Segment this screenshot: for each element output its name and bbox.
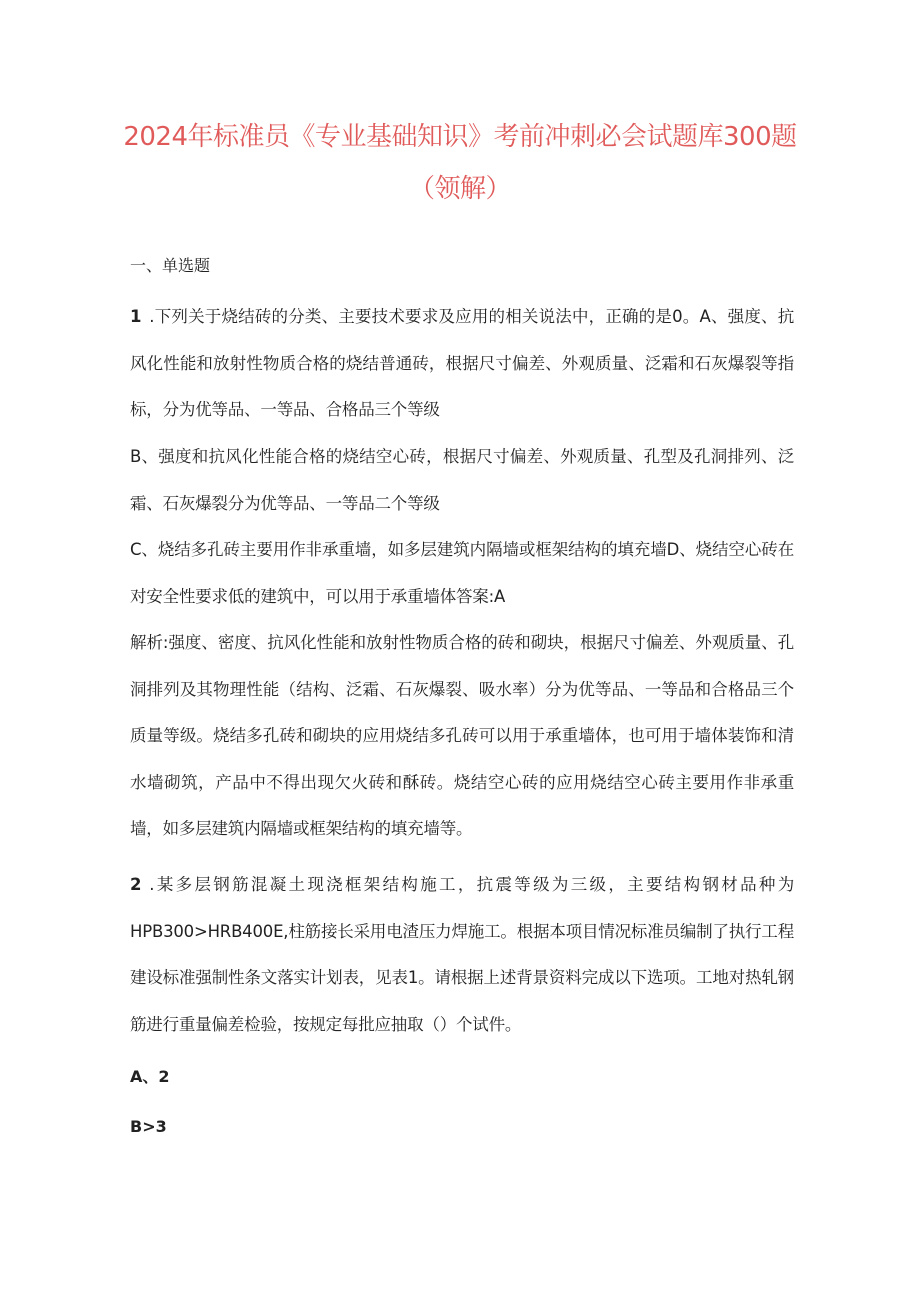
section-heading: 一、单选题 xyxy=(130,256,211,275)
question-2-option-b: B>3 xyxy=(130,1117,167,1136)
document-title-subtitle: （领解） xyxy=(408,174,511,204)
question-1-stem xyxy=(130,294,794,434)
question-1-number: 1 xyxy=(130,307,142,326)
question-2-stem xyxy=(130,862,794,1048)
document-title: 2024年标准员《专业基础知识》考前冲刺必会试题库300题 xyxy=(123,122,797,152)
question-1-analysis: 解析:强度、密度、抗风化性能和放射性物质合格的砖和砌块，根据尺寸偏差、外观质量、孔洞排列及其物理性能（结构、泛霜、石灰爆裂、吸水率）分为优等品、一等品和合格品三个质量等级。烧结多孔砖和砌块的应用烧结多孔砖可以用于承重墙体，也可用于墙体装饰和清水墙砌筑，产品中不得出现欠火砖和酥砖。烧结空心砖的应用烧结空心砖主要用作非承重墙，如多层建筑内隔墙或框架结构的填充墙等。 xyxy=(130,633,794,838)
question-1-option-b: B、强度和抗风化性能合格的烧结空心砖，根据尺寸偏差、外观质量、孔型及孔洞排列、泛霜、石灰爆裂分为优等品、一等品二个等级 xyxy=(130,447,794,513)
question-2-number: 2 xyxy=(130,875,142,894)
question-1-text: .下列关于烧结砖的分类、主要技术要求及应用的相关说法中，正确的是0。A、强度、抗风化性能和放射性物质合格的烧结普通砖，根据尺寸偏差、外观质量、泛霜和石灰爆裂等指标，分为优等品、一等品、合格品三个等级 xyxy=(130,307,794,419)
question-2-text: .某多层钢筋混凝土现浇框架结构施工，抗震等级为三级，主要结构钢材品种为HPB300>HRB400E,柱筋接长采用电渣压力焊施工。根据本项目情况标准员编制了执行工程建设标准强制性条文落实计划表，见表1。请根据上述背景资料完成以下选项。工地对热轧钢筋进行重量偏差检验，按规定每批应抽取（）个试件。 xyxy=(130,875,794,1034)
question-1-options-c-d-answer: C、烧结多孔砖主要用作非承重墙，如多层建筑内隔墙或框架结构的填充墙D、烧结空心砖在对安全性要求低的建筑中，可以用于承重墙体答案:A xyxy=(130,540,794,606)
question-2-option-a: A、2 xyxy=(130,1067,170,1086)
